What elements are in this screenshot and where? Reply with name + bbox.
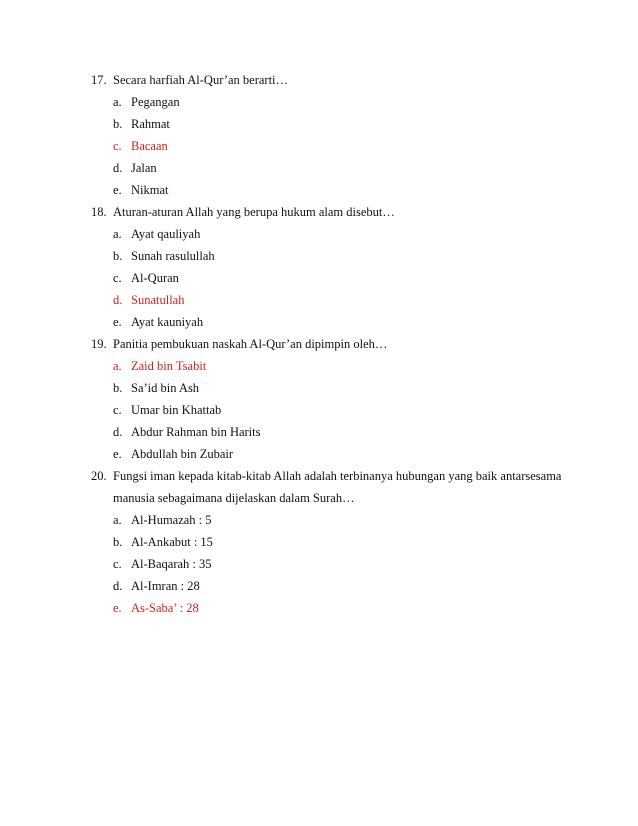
- option-letter: b.: [113, 117, 123, 131]
- option-letter: e.: [113, 183, 122, 197]
- question-20-continued: [113, 490, 355, 506]
- question-17: [91, 72, 288, 88]
- option-letter: a.: [113, 95, 122, 109]
- option-19c: [113, 402, 221, 418]
- option-letter: c.: [113, 403, 122, 417]
- option-letter: a.: [113, 227, 122, 241]
- option-letter: b.: [113, 381, 123, 395]
- option-20c: [113, 556, 212, 572]
- option-text: Al-Humazah : 5: [131, 513, 212, 527]
- option-letter: e.: [113, 315, 122, 329]
- option-18b: [113, 248, 215, 264]
- option-20b: [113, 534, 213, 550]
- option-19d: [113, 424, 261, 440]
- option-text: Sunah rasulullah: [131, 249, 215, 263]
- option-text: Sa’id bin Ash: [131, 381, 200, 395]
- option-letter: d.: [113, 425, 123, 439]
- option-letter: d.: [113, 579, 123, 593]
- option-text: Nikmat: [131, 183, 169, 197]
- option-letter: c.: [113, 271, 122, 285]
- question-text: Aturan-aturan Allah yang berupa hukum alam disebut…: [113, 205, 395, 219]
- option-text: As-Saba’ : 28: [131, 601, 199, 615]
- question-number: 18.: [91, 205, 107, 219]
- option-letter: d.: [113, 293, 123, 307]
- option-letter: c.: [113, 557, 122, 571]
- option-text: Sunatullah: [131, 293, 185, 307]
- option-text: Al-Quran: [131, 271, 179, 285]
- option-20e-correct: [113, 600, 199, 616]
- question-text: Fungsi iman kepada kitab-kitab Allah adalah terbinanya hubungan yang baik antarsesama: [113, 469, 562, 483]
- option-text: Ayat kauniyah: [131, 315, 204, 329]
- option-17b: [113, 116, 170, 132]
- question-number: 17.: [91, 73, 107, 87]
- option-18d-correct: [113, 292, 184, 308]
- option-19b: [113, 380, 199, 396]
- option-letter: a.: [113, 513, 122, 527]
- option-letter: b.: [113, 535, 123, 549]
- option-text: Rahmat: [131, 117, 170, 131]
- question-text-continued: manusia sebagaimana dijelaskan dalam Surah…: [113, 491, 355, 505]
- option-19e: [113, 446, 233, 462]
- question-19: [91, 336, 387, 352]
- option-20d: [113, 578, 200, 594]
- option-17c-correct: [113, 138, 168, 154]
- option-letter: d.: [113, 161, 123, 175]
- option-20a: [113, 512, 212, 528]
- option-text: Bacaan: [131, 139, 168, 153]
- option-text: Jalan: [131, 161, 157, 175]
- option-text: Zaid bin Tsabit: [131, 359, 207, 373]
- option-text: Abdur Rahman bin Harits: [131, 425, 261, 439]
- option-text: Al-Baqarah : 35: [131, 557, 212, 571]
- option-19a-correct: [113, 358, 206, 374]
- question-number: 19.: [91, 337, 107, 351]
- option-17e: [113, 182, 169, 198]
- option-18c: [113, 270, 179, 286]
- option-letter: e.: [113, 601, 122, 615]
- option-text: Pegangan: [131, 95, 180, 109]
- option-text: Ayat qauliyah: [131, 227, 201, 241]
- option-text: Umar bin Khattab: [131, 403, 222, 417]
- option-letter: b.: [113, 249, 123, 263]
- question-20: [91, 468, 561, 484]
- question-number: 20.: [91, 469, 107, 483]
- option-letter: a.: [113, 359, 122, 373]
- option-text: Abdullah bin Zubair: [131, 447, 234, 461]
- option-text: Al-Ankabut : 15: [131, 535, 213, 549]
- option-text: Al-Imran : 28: [131, 579, 200, 593]
- option-18a: [113, 226, 200, 242]
- option-18e: [113, 314, 203, 330]
- option-letter: e.: [113, 447, 122, 461]
- question-18: [91, 204, 395, 220]
- question-text: Panitia pembukuan naskah Al-Qur’an dipimpin oleh…: [113, 337, 388, 351]
- option-17a: [113, 94, 180, 110]
- option-17d: [113, 160, 157, 176]
- question-text: Secara harfiah Al-Qur’an berarti…: [113, 73, 289, 87]
- option-letter: c.: [113, 139, 122, 153]
